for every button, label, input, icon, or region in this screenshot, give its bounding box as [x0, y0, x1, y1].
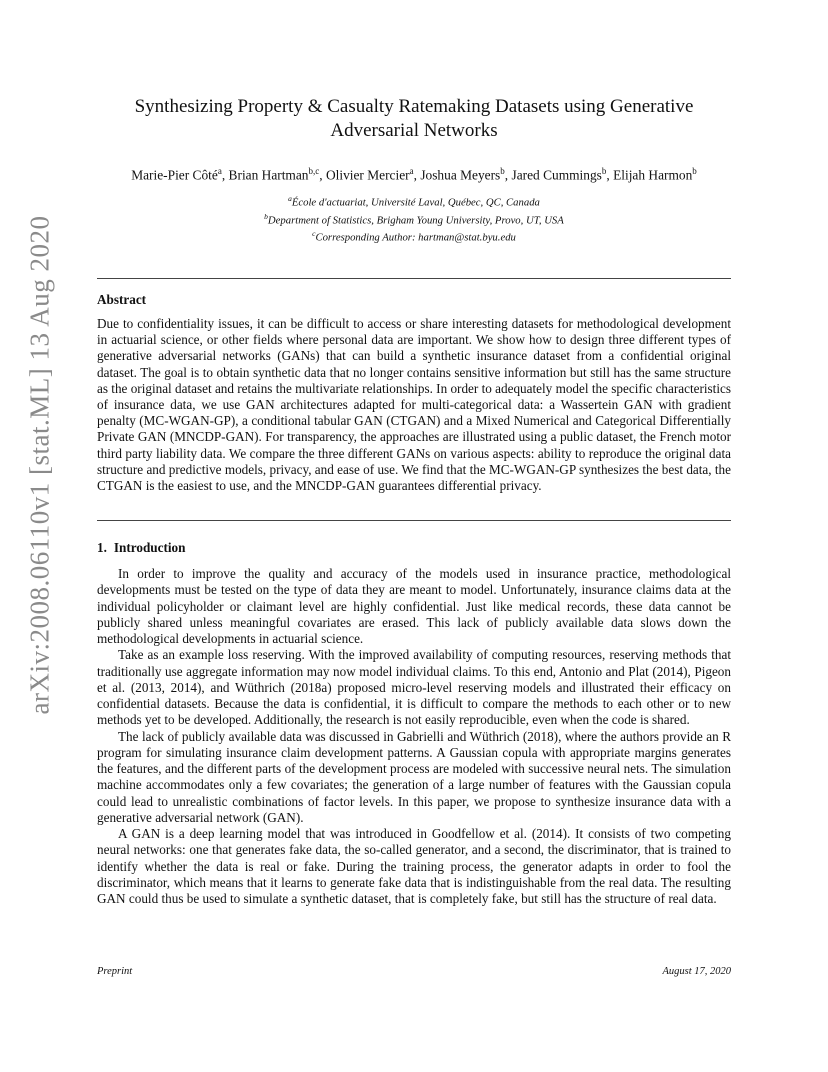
section-body [97, 566, 731, 907]
author-affiliation-marker: b,c [308, 166, 320, 176]
abstract-bottom-rule [97, 520, 731, 521]
footer-preprint: Preprint [97, 966, 133, 977]
affiliation-text: Department of Statistics, Brigham Young University, Provo, UT, USA [267, 214, 564, 227]
affiliation-text: Corresponding Author: hartman@stat.byu.edu [315, 231, 516, 244]
author-affiliation-marker: b [601, 166, 607, 176]
abstract-top-rule [97, 278, 731, 279]
body-paragraph: Take as an example loss reserving. With the improved availability of computing resources, reserving methods that traditionally use aggregate information may now model individual claims. To this end, Antonio and Plat (2014), Pigeon et al. (2013, 2014), and Wüthrich (2018a) proposed micro-level reserving models and illustrated their efficacy on confidential datasets. Because the data is confidential, it is difficult to compare the methods to each other or to new methods yet to be developed. Additionally, the research is not easily reproducible, even when the code is shared. [97, 647, 731, 728]
affiliation-line [90, 210, 738, 228]
author-affiliation-marker: b [500, 166, 505, 176]
affiliation-line [90, 227, 738, 245]
abstract-heading: Abstract [97, 292, 147, 307]
section-heading [97, 540, 185, 556]
author-name: Joshua Meyers [420, 167, 501, 183]
author-list [60, 162, 768, 184]
author-separator: , [504, 167, 512, 183]
section-title: Introduction [113, 540, 186, 555]
author-name: Marie-Pier Côté [131, 167, 218, 183]
body-paragraph: In order to improve the quality and accuracy of the models used in insurance practice, methodological developments must be tested on the type of data they are meant to model. Unfortunately, insurance claims data at the individual policyholder or claimant level are highly confidential. Just like medical records, these data cannot be publicly shared unless meaningful covariates are erased. This lack of publicly available data slows down the methodological developments in actuarial science. [97, 566, 731, 646]
affiliation-list [90, 192, 738, 245]
affiliation-marker: b [264, 211, 268, 221]
arxiv-side-stamp [20, 215, 60, 715]
author-name: Olivier Mercier [325, 167, 410, 183]
affiliation-line [90, 192, 738, 210]
author-separator: , [606, 167, 614, 183]
author-separator: , [221, 167, 229, 183]
author-name: Elijah Harmon [613, 167, 693, 183]
arxiv-identifier: arXiv:2008.06110v1 [stat.ML] 13 Aug 2020 [24, 215, 55, 715]
section-number: 1. [97, 540, 107, 555]
footer-date: August 17, 2020 [662, 966, 731, 977]
body-paragraph: A GAN is a deep learning model that was introduced in Goodfellow et al. (2014). It consists of two competing neural networks: one that generates fake data, the so-called generator, and a second, the discriminator, that is trained to identify whether the data is real or fake. During the training process, the generator adapts in order to fool the discriminator, which means that it learns to generate fake data that is indistinguishable from the real data. The resulting GAN could thus be used to simulate a synthetic dataset, that is completely fake, but still has the structure of real data. [97, 826, 731, 906]
affiliation-text: École d'actuariat, Université Laval, Québec, QC, Canada [291, 196, 540, 209]
author-affiliation-marker: b [692, 166, 697, 176]
affiliation-marker: a [288, 194, 292, 203]
author-separator: , [319, 167, 326, 183]
author-name: Brian Hartman [228, 167, 309, 183]
author-affiliation-marker: a [217, 166, 222, 176]
author-name: Jared Cummings [511, 167, 602, 183]
author-separator: , [413, 167, 421, 183]
abstract-text: Due to confidentiality issues, it can be difficult to access or share interesting datasets for methodological development in actuarial science, or other fields where personal data are important. We show how to design three different types of generative adversarial networks (GANs) that can build a synthetic insurance dataset from a confidential original dataset. The goal is to obtain synthetic data that no longer contains sensitive information but still has the same structure as the original dataset and retains the multivariate relationships. In order to adequately model the specific characteristics of insurance data, we use GAN architectures adapted for multi-categorical data: a Wassertein GAN with gradient penalty (MC-WGAN-GP), a conditional tabular GAN (CTGAN) and a Mixed Numerical and Categorical Differentially Private GAN (MNCDP-GAN). For transparency, the approaches are illustrated using a public dataset, the French motor third party liability data. We compare the three different GANs on various aspects: ability to reproduce the original data structure and predictive models, privacy, and ease of use. We find that the MC-WGAN-GP synthesizes the best data, the CTGAN is the easiest to use, and the MNCDP-GAN guarantees differential privacy. [97, 316, 731, 494]
affiliation-marker: c [312, 229, 316, 239]
body-paragraph: The lack of publicly available data was discussed in Gabrielli and Wüthrich (2018), where the authors provide an R program for simulating insurance claim development patterns. A Gaussian copula with appropriate margins generates the features, and the different parts of the development process are modeled with successive neural nets. The simulation machine accommodates only a few covariates; the generation of a large number of features with the Gaussian copula could lead to unrealistic combinations of factor levels. In this paper, we propose to synthesize insurance data with a generative adversarial network (GAN). [97, 728, 731, 825]
author-affiliation-marker: a [409, 166, 414, 176]
paper-title: Synthesizing Property & Casualty Ratemaking Datasets using Generative Adversarial Networks [134, 96, 694, 141]
